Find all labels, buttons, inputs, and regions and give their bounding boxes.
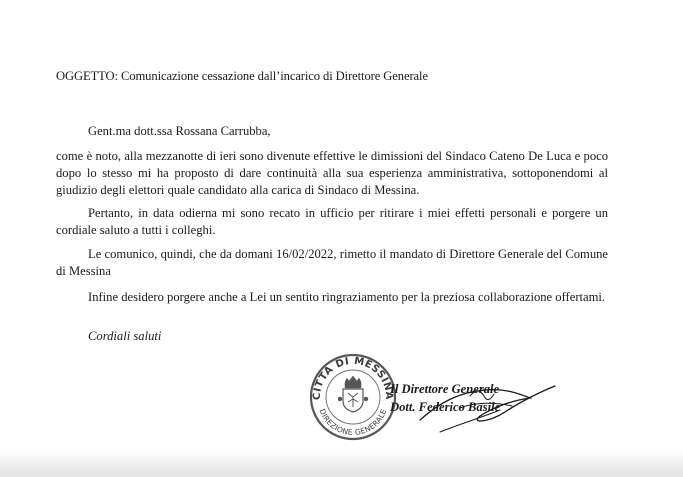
stamp-bottom-text: DIREZIONE GENERALE — [317, 407, 389, 438]
signature-name: Dott. Federico Basile — [390, 400, 501, 414]
paragraph-2-text: Pertanto, in data odierna mi sono recato in ufficio per ritirare i miei effetti personali e porgere un cordiale saluto a tutti i colleghi. — [56, 206, 608, 237]
paragraph-1-text: come è noto, alla mezzanotte di ieri sono divenute effettive le dimissioni del Sindaco Cateno De Luca e poco dopo lo stesso mi ha proposto di dare continuità alla sua esperienza amministrativa, sottoponendomi al giudizio degli elettori quale candidato alla carica di Sindaco di Messina. — [56, 149, 608, 197]
letter-closing: Cordiali saluti — [88, 329, 162, 343]
letter-salutation: Gent.ma dott.ssa Rossana Carrubba, — [88, 124, 271, 138]
coat-of-arms-icon — [338, 376, 368, 412]
paragraph-4-text: Infine desidero porgere anche a Lei un sentito ringraziamento per la preziosa collaborazione offertami. — [88, 290, 606, 304]
stamp-top-text: CITTÀ DI MESSINA — [311, 355, 395, 401]
official-stamp — [308, 352, 398, 442]
paragraph-3-text: Le comunico, quindi, che da domani 16/02/2022, rimetto il mandato di Direttore Generale del Comune di Messina — [56, 247, 608, 278]
letter-paragraph-4 — [56, 289, 608, 306]
page-bottom-shadow — [0, 451, 683, 477]
handwritten-signature — [400, 372, 560, 442]
letter-paragraph-3 — [56, 246, 608, 280]
letter-paragraph-1 — [56, 148, 608, 199]
signature-title: Il Direttore Generale — [390, 382, 500, 396]
letter-subject: OGGETTO: Comunicazione cessazione dall’incarico di Direttore Generale — [56, 69, 428, 83]
letter-paragraph-2 — [56, 205, 608, 239]
